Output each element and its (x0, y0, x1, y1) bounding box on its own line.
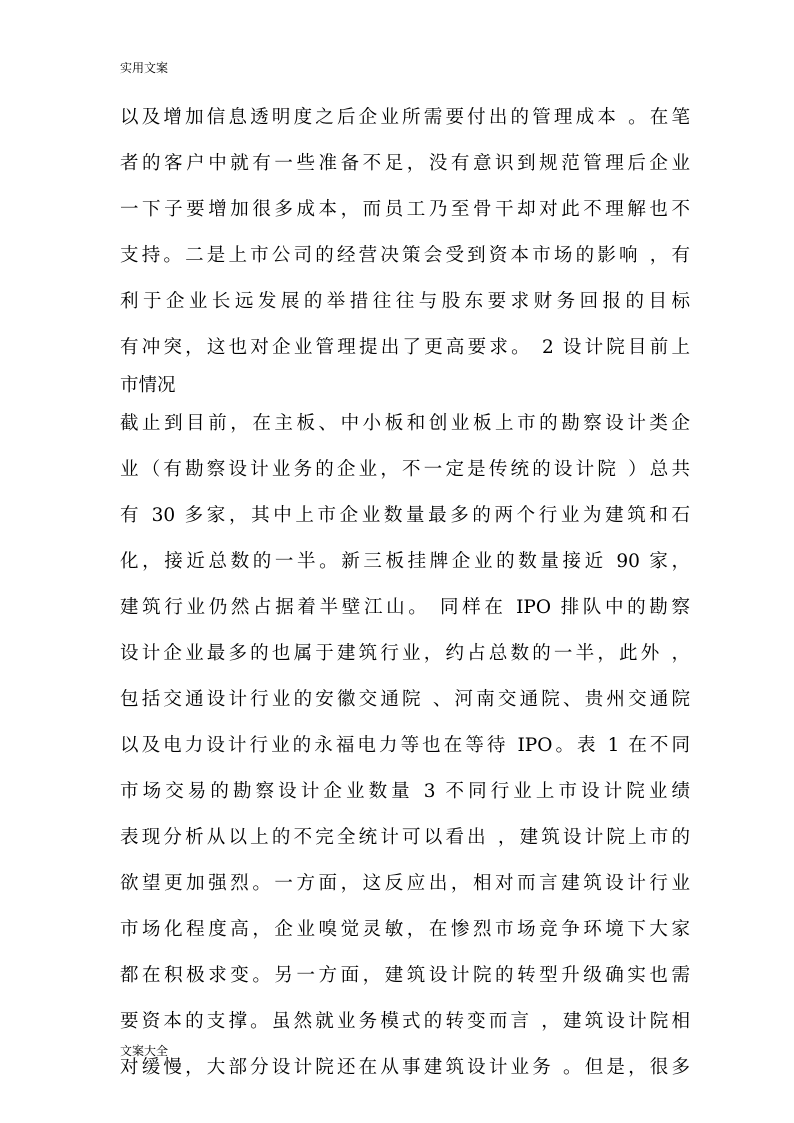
text-line: 包括交通设计行业的安徽交通院 、河南交通院、贵州交通院 (120, 689, 690, 710)
text-line: 支持。二是上市公司的经营决策会受到资本市场的影响 ，有 (120, 245, 690, 266)
page-footer-label: 文案大全 (120, 1044, 169, 1058)
text-line: 对缓慢，大部分设计院还在从事建筑设计业务 。但是，很多 (120, 1057, 690, 1078)
text-line: 建筑行业仍然占据着半壁江山。 同样在 IPO 排队中的勘察 (120, 597, 690, 618)
text-line: 要资本的支撑。虽然就业务模式的转变而言 ，建筑设计院相 (120, 1011, 690, 1032)
text-line: 欲望更加强烈。一方面，这反应出，相对而言建筑设计行业 (120, 873, 690, 894)
text-line: 以及电力设计行业的永福电力等也在等待 IPO。表 1 在不同 (120, 735, 690, 756)
text-line: 一下子要增加很多成本，而员工乃至骨干却对此不理解也不 (120, 199, 690, 220)
text-line: 市场交易的勘察设计企业数量 3 不同行业上市设计院业绩 (120, 781, 690, 802)
text-line: 市情况 (120, 375, 176, 396)
page-header-label: 实用文案 (120, 61, 169, 75)
body-text (120, 103, 690, 1083)
text-line: 化，接近总数的一半。新三板挂牌企业的数量接近 90 家， (120, 551, 690, 572)
text-line: 设计企业最多的也属于建筑行业，约占总数的一半，此外 ， (120, 643, 690, 664)
text-line: 都在积极求变。另一方面，建筑设计院的转型升级确实也需 (120, 965, 690, 986)
text-line: 业（有勘察设计业务的企业，不一定是传统的设计院 ）总共 (120, 459, 690, 480)
text-line: 市场化程度高，企业嗅觉灵敏，在惨烈市场竞争环境下大家 (120, 919, 690, 940)
text-line: 者的客户中就有一些准备不足，没有意识到规范管理后企业 (120, 153, 690, 174)
text-line: 截止到目前，在主板、中小板和创业板上市的勘察设计类企 (120, 413, 690, 434)
text-line: 有冲突，这也对企业管理提出了更高要求。 2 设计院目前上 (120, 337, 690, 358)
text-line: 有 30 多家，其中上市企业数量最多的两个行业为建筑和石 (120, 505, 690, 526)
text-line: 以及增加信息透明度之后企业所需要付出的管理成本 。在笔 (120, 107, 690, 128)
text-line: 利于企业长远发展的举措往往与股东要求财务回报的目标 (120, 291, 690, 312)
text-line: 表现分析从以上的不完全统计可以看出 ，建筑设计院上市的 (120, 827, 690, 848)
